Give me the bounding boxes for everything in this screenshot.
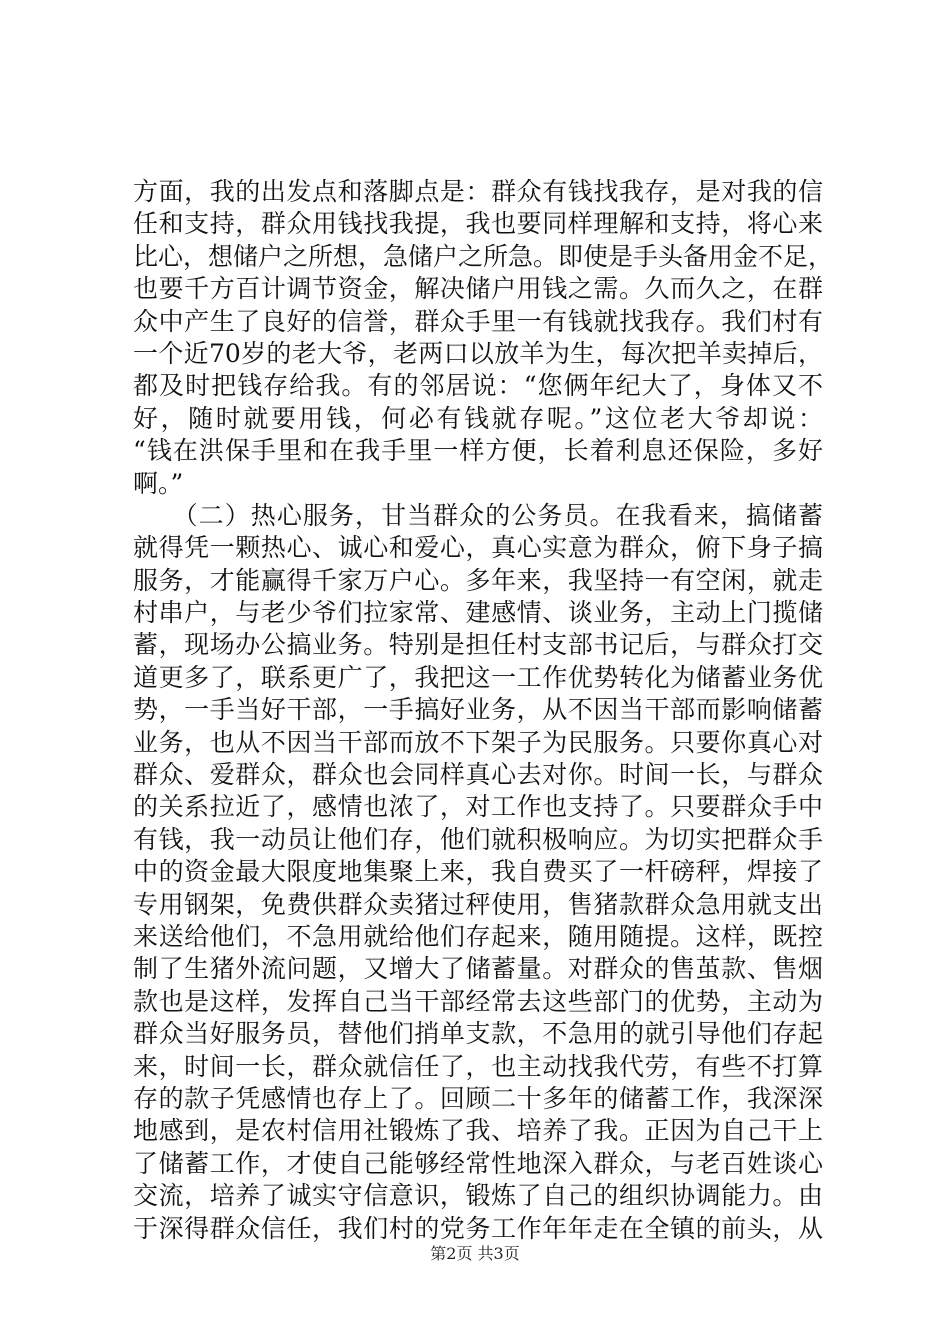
text-line: 众中产生了良好的信誉，群众手里一有钱就找我存。我们村有 bbox=[133, 306, 823, 336]
text-line: 群众当好服务员，替他们捎单支款，不急用的就引导他们存起 bbox=[133, 1019, 823, 1049]
text-line: 道更多了，联系更广了，我把这一工作优势转化为储蓄业务优 bbox=[133, 662, 823, 692]
text-line: 有钱，我一动员让他们存，他们就积极响应。为切实把群众手 bbox=[133, 824, 823, 854]
text-line: 专用钢架，免费供群众卖猪过秤使用，售猪款群众急用就支出 bbox=[133, 889, 823, 919]
text-line: 服务，才能赢得千家万户心。多年来，我坚持一有空闲，就走 bbox=[133, 565, 823, 595]
text-line: 中的资金最大限度地集聚上来，我自费买了一杆磅秤，焊接了 bbox=[133, 857, 823, 887]
text-line: 交流，培养了诚实守信意识，锻炼了自己的组织协调能力。由 bbox=[133, 1181, 823, 1211]
body-text bbox=[133, 176, 834, 1245]
text-line: 就得凭一颗热心、诚心和爱心，真心实意为群众，俯下身子搞 bbox=[133, 533, 823, 563]
text-line: 好，随时就要用钱，何必有钱就存呢。”这位老大爷却说： bbox=[133, 403, 823, 433]
text-line: 都及时把钱存给我。有的邻居说：“您俩年纪大了，身体又不 bbox=[133, 371, 823, 401]
text-line: 比心，想储户之所想，急储户之所急。即使是手头备用金不足， bbox=[133, 241, 834, 271]
page-footer: 第2页 共3页 bbox=[430, 1244, 520, 1263]
text-line: 方面，我的出发点和落脚点是：群众有钱找我存，是对我的信 bbox=[133, 177, 823, 206]
text-line: 势，一手当好干部，一手搞好业务，从不因当干部而影响储蓄 bbox=[133, 695, 823, 725]
text-line: （二）热心服务，甘当群众的公务员。在我看来，搞储蓄 bbox=[133, 500, 823, 530]
text-line: 存的款子凭感情也存上了。回顾二十多年的储蓄工作，我深深 bbox=[133, 1083, 823, 1113]
text-line: 蓄，现场办公搞业务。特别是担任村支部书记后，与群众打交 bbox=[133, 630, 823, 660]
text-line: 的关系拉近了，感情也浓了，对工作也支持了。只要群众手中 bbox=[133, 792, 823, 822]
text-line: 款也是这样，发挥自己当干部经常去这些部门的优势，主动为 bbox=[133, 986, 823, 1016]
text-line: 业务，也从不因当干部而放不下架子为民服务。只要你真心对 bbox=[133, 727, 823, 757]
text-line: 一个近70岁的老大爷，老两口以放羊为生，每次把羊卖掉后， bbox=[133, 338, 823, 368]
text-line: 也要千方百计调节资金，解决储户用钱之需。久而久之，在群 bbox=[133, 274, 823, 304]
text-line: 制了生猪外流问题，又增大了储蓄量。对群众的售茧款、售烟 bbox=[133, 954, 823, 984]
text-line: 任和支持，群众用钱找我提，我也要同样理解和支持，将心来 bbox=[133, 209, 823, 239]
text-line: “钱在洪保手里和在我手里一样方便，长着利息还保险，多好 bbox=[133, 436, 823, 466]
text-line: 于深得群众信任，我们村的党务工作年年走在全镇的前头，从 bbox=[133, 1213, 823, 1243]
text-line: 村串户，与老少爷们拉家常、建感情、谈业务，主动上门揽储 bbox=[133, 598, 823, 628]
text-line: 群众、爱群众，群众也会同样真心去对你。时间一长，与群众 bbox=[133, 760, 823, 790]
text-line: 了储蓄工作，才使自己能够经常性地深入群众，与老百姓谈心 bbox=[133, 1148, 823, 1178]
text-line: 啊。” bbox=[133, 468, 184, 498]
text-line: 地感到，是农村信用社锻炼了我、培养了我。正因为自己干上 bbox=[133, 1116, 823, 1146]
text-line: 来，时间一长，群众就信任了，也主动找我代劳，有些不打算 bbox=[133, 1051, 823, 1081]
text-line: 来送给他们，不急用就给他们存起来，随用随提。这样，既控 bbox=[133, 921, 823, 951]
